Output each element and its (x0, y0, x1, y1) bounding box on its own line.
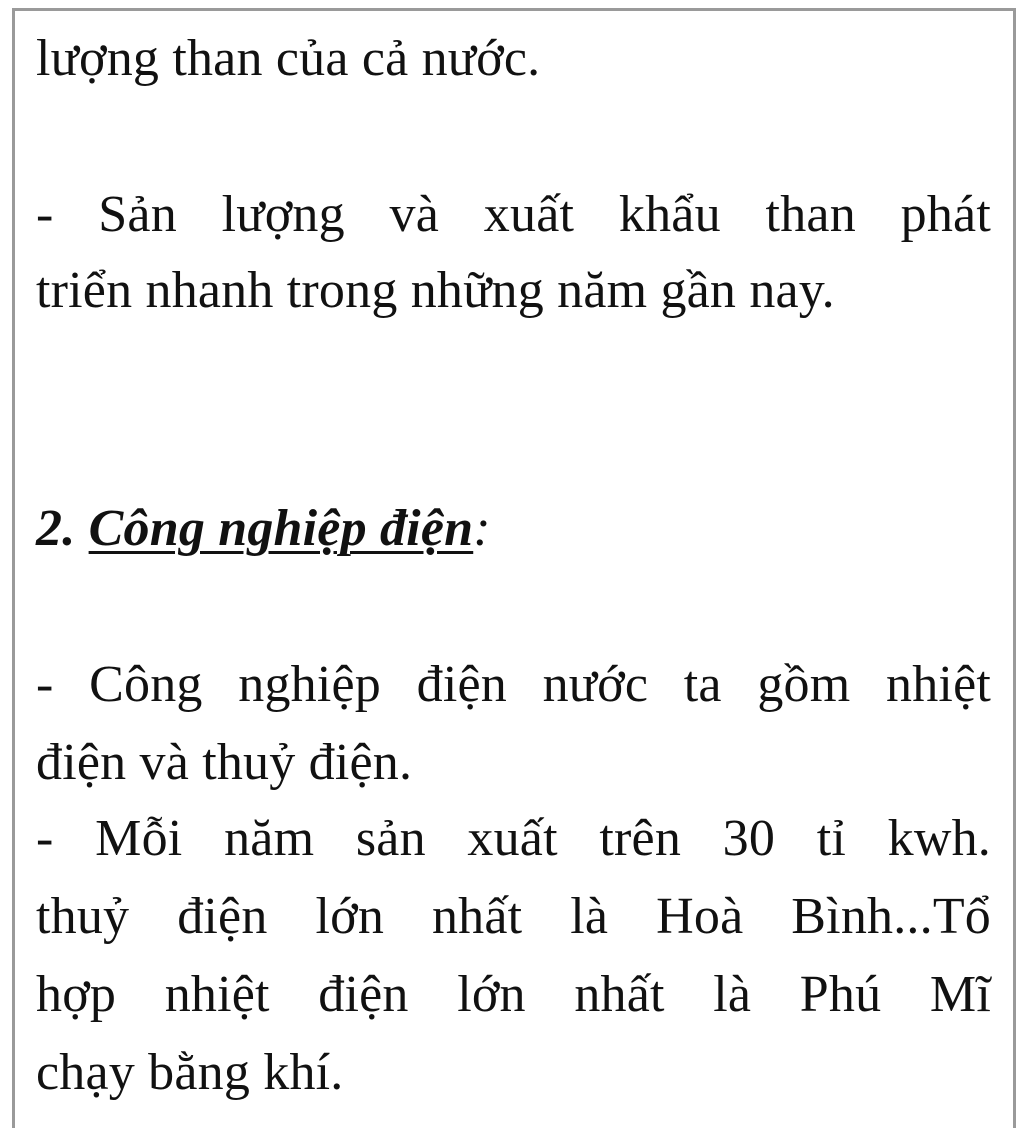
text-line: - Công nghiệp điện nước ta gồm nhiệt (36, 656, 991, 713)
text-line: lượng than của cả nước. (36, 30, 541, 87)
section-number: 2. (36, 500, 76, 557)
text-line: hợp nhiệt điện lớn nhất là Phú Mĩ (36, 966, 991, 1023)
text-line: - Sản lượng và xuất khẩu than phát (36, 186, 991, 243)
text-line: điện và thuỷ điện. (36, 734, 413, 791)
section-heading (36, 490, 991, 568)
section-colon: : (473, 500, 491, 557)
text-line: chạy bằng khí. (36, 1044, 344, 1101)
section-title: Công nghiệp điện (88, 500, 474, 557)
text-line: triển nhanh trong những năm gần nay. (36, 262, 835, 319)
text-line: - Mỗi năm sản xuất trên 30 tỉ kwh. (36, 810, 991, 867)
text-line: thuỷ điện lớn nhất là Hoà Bình...Tổ (36, 888, 991, 945)
